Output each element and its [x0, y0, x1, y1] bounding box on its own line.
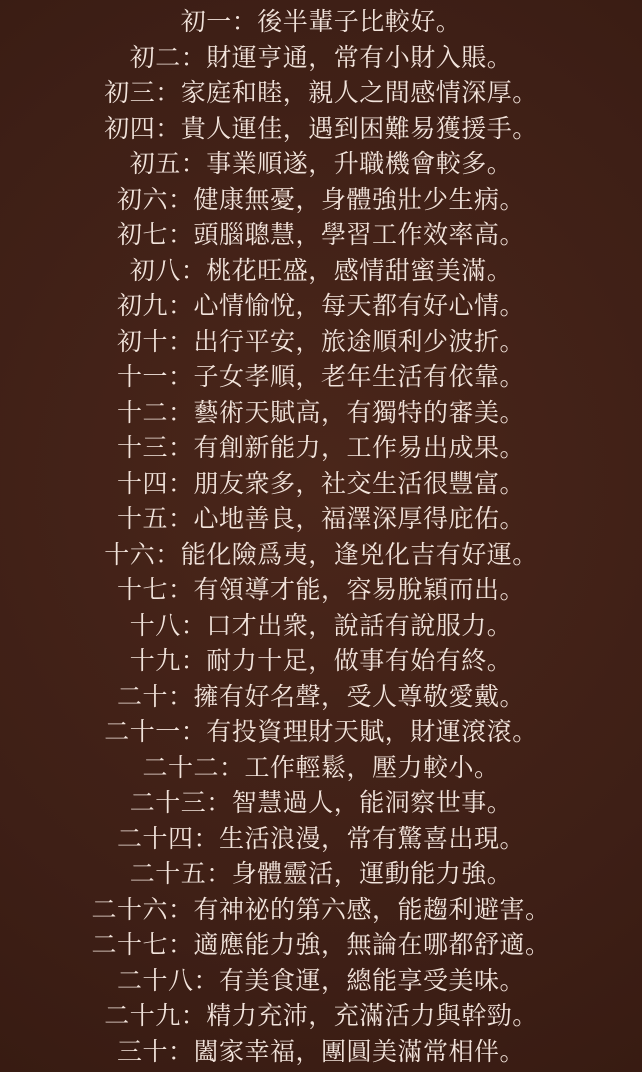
fortune-line: 十五：心地善良，福澤深厚得庇佑。	[116, 504, 525, 533]
fortune-line: 二十一：有投資理財天賦，財運滾滾。	[104, 717, 538, 746]
fortune-line: 初一：後半輩子比較好。	[180, 7, 462, 36]
fortune-line: 十八：口才出衆，說話有說服力。	[129, 610, 513, 640]
fortune-line: 初九：心情愉悅，每天都有好心情。	[116, 291, 525, 320]
fortune-line: 初十：出行平安，旅途順利少波折。	[116, 326, 525, 356]
fortune-line: 十九：耐力十足，做事有始有終。	[129, 646, 513, 675]
fortune-line-list	[8, 4, 634, 1069]
fortune-line: 初八：桃花旺盛，感情甜蜜美滿。	[129, 255, 513, 285]
fortune-line: 十一：子女孝順，老年生活有依靠。	[116, 362, 525, 391]
fortune-line: 二十二：工作輕鬆，壓力較小。	[142, 752, 500, 782]
fortune-line: 二十三：智慧過人，能洞察世事。	[129, 788, 513, 817]
fortune-line: 二十七：適應能力強，無論在哪都舒適。	[91, 930, 551, 959]
fortune-line: 二十五：身體靈活，運動能力強。	[129, 859, 513, 888]
fortune-line: 二十：擁有好名聲，受人尊敬愛戴。	[116, 681, 525, 711]
fortune-line: 初七：頭腦聰慧，學習工作效率高。	[116, 220, 525, 249]
fortune-line: 十六：能化險爲夷，逢兇化吉有好運。	[104, 539, 538, 569]
fortune-line: 十三：有創新能力，工作易出成果。	[116, 433, 525, 462]
fortune-line: 十二：藝術天賦高，有獨特的審美。	[116, 397, 525, 427]
fortune-line: 初五：事業順遂，升職機會較多。	[129, 149, 513, 178]
fortune-line: 二十九：精力充沛，充滿活力與幹勁。	[104, 1001, 538, 1030]
fortune-line: 二十四：生活浪漫，常有驚喜出現。	[116, 823, 525, 853]
fortune-line: 二十六：有神祕的第六感，能趨利避害。	[91, 894, 551, 924]
fortune-line: 十七：有領導才能，容易脫穎而出。	[116, 575, 525, 604]
fortune-line: 初四：貴人運佳，遇到困難易獲援手。	[104, 113, 538, 143]
fortune-line: 初三：家庭和睦，親人之間感情深厚。	[104, 78, 538, 107]
fortune-line: 二十八：有美食運，總能享受美味。	[116, 965, 525, 995]
fortune-line: 初二：財運亨通，常有小財入賬。	[129, 42, 513, 72]
fortune-line: 三十：闔家幸福，團圓美滿常相伴。	[116, 1036, 525, 1066]
fortune-line: 初六：健康無憂，身體強壯少生病。	[116, 184, 525, 214]
fortune-line: 十四：朋友衆多，社交生活很豐富。	[116, 468, 525, 498]
